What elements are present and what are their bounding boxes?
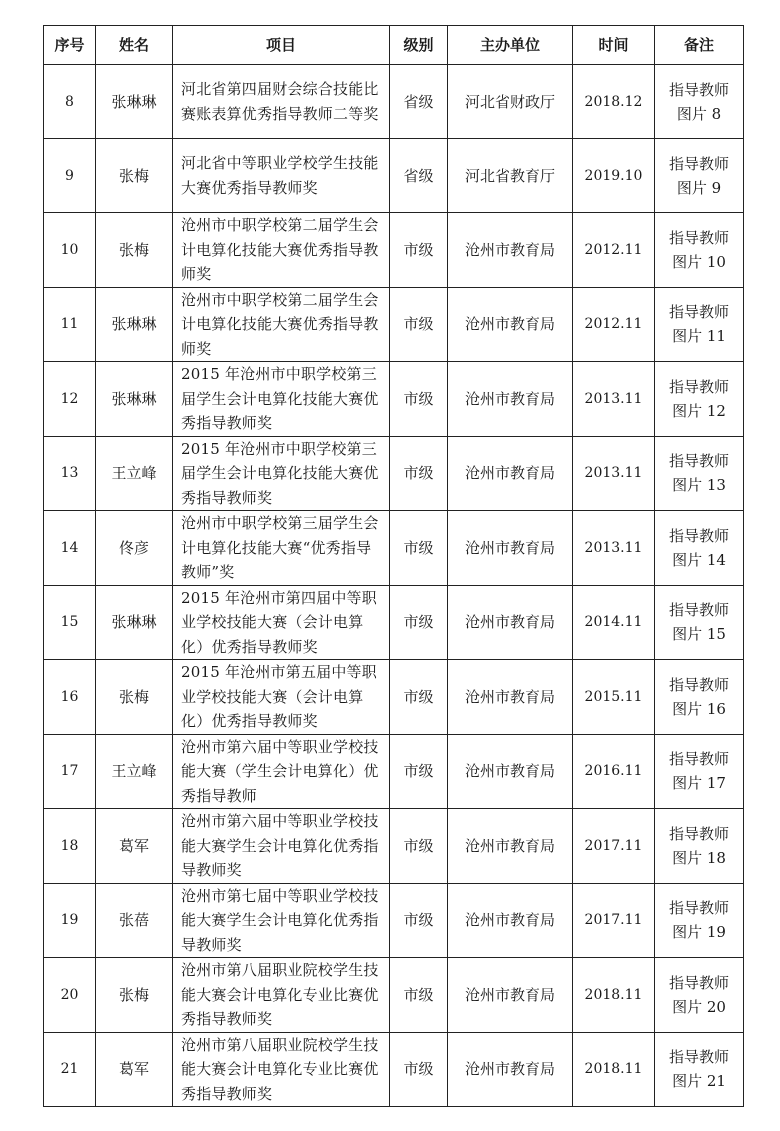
cell-organizer: 沧州市教育局 xyxy=(448,585,573,660)
cell-organizer: 河北省财政厅 xyxy=(448,65,573,139)
cell-index: 12 xyxy=(44,362,96,437)
cell-project: 2015 年沧州市第五届中等职业学校技能大赛（会计电算化）优秀指导教师奖 xyxy=(173,660,390,735)
note-line2: 图片 9 xyxy=(676,178,722,197)
cell-date: 2019.10 xyxy=(573,139,655,213)
table-row xyxy=(44,139,744,213)
cell-name: 张梅 xyxy=(96,213,173,288)
cell-project: 河北省中等职业学校学生技能大赛优秀指导教师奖 xyxy=(173,139,390,213)
cell-index: 16 xyxy=(44,660,96,735)
cell-date: 2015.11 xyxy=(573,660,655,735)
cell-organizer: 河北省教育厅 xyxy=(448,139,573,213)
note-line2: 图片 15 xyxy=(672,625,726,644)
cell-date: 2017.11 xyxy=(573,883,655,958)
note-line2: 图片 12 xyxy=(672,401,726,420)
cell-level: 省级 xyxy=(390,65,448,139)
cell-note xyxy=(655,883,744,958)
header-row xyxy=(44,26,744,65)
header-organizer: 主办单位 xyxy=(448,26,573,65)
cell-organizer: 沧州市教育局 xyxy=(448,660,573,735)
cell-date: 2018.12 xyxy=(573,65,655,139)
cell-name: 葛军 xyxy=(96,1032,173,1107)
cell-index: 14 xyxy=(44,511,96,586)
note-line1: 指导教师 xyxy=(668,526,729,545)
cell-level: 市级 xyxy=(390,585,448,660)
cell-date: 2016.11 xyxy=(573,734,655,809)
cell-project: 河北省第四届财会综合技能比赛账表算优秀指导教师二等奖 xyxy=(173,65,390,139)
cell-project: 沧州市中职学校第二届学生会计电算化技能大赛优秀指导教师奖 xyxy=(173,287,390,362)
cell-name: 葛军 xyxy=(96,809,173,884)
note-line2: 图片 20 xyxy=(672,997,726,1016)
note-line1: 指导教师 xyxy=(668,675,729,694)
cell-note xyxy=(655,585,744,660)
note-line1: 指导教师 xyxy=(668,303,729,322)
cell-organizer: 沧州市教育局 xyxy=(448,511,573,586)
note-line1: 指导教师 xyxy=(668,154,729,173)
cell-index: 15 xyxy=(44,585,96,660)
note-line1: 指导教师 xyxy=(668,80,729,99)
cell-project: 沧州市第七届中等职业学校技能大赛学生会计电算化优秀指导教师奖 xyxy=(173,883,390,958)
cell-index: 21 xyxy=(44,1032,96,1107)
cell-note xyxy=(655,734,744,809)
cell-organizer: 沧州市教育局 xyxy=(448,362,573,437)
cell-name: 张梅 xyxy=(96,958,173,1033)
cell-name: 张琳琳 xyxy=(96,287,173,362)
table-row xyxy=(44,65,744,139)
cell-project: 沧州市第八届职业院校学生技能大赛会计电算化专业比赛优秀指导教师奖 xyxy=(173,1032,390,1107)
cell-date: 2017.11 xyxy=(573,809,655,884)
cell-project: 沧州市第六届中等职业学校技能大赛学生会计电算化优秀指导教师奖 xyxy=(173,809,390,884)
cell-name: 张琳琳 xyxy=(96,65,173,139)
cell-project: 2015 年沧州市中职学校第三届学生会计电算化技能大赛优秀指导教师奖 xyxy=(173,436,390,511)
note-line1: 指导教师 xyxy=(668,899,729,918)
cell-organizer: 沧州市教育局 xyxy=(448,809,573,884)
note-line1: 指导教师 xyxy=(668,750,729,769)
table-row xyxy=(44,883,744,958)
cell-level: 市级 xyxy=(390,213,448,288)
cell-date: 2012.11 xyxy=(573,213,655,288)
table-row xyxy=(44,511,744,586)
table-row xyxy=(44,1032,744,1107)
cell-note xyxy=(655,809,744,884)
table-row xyxy=(44,660,744,735)
note-line1: 指导教师 xyxy=(668,973,729,992)
cell-index: 10 xyxy=(44,213,96,288)
note-line2: 图片 13 xyxy=(672,476,726,495)
note-line1: 指导教师 xyxy=(668,824,729,843)
cell-project: 2015 年沧州市第四届中等职业学校技能大赛（会计电算化）优秀指导教师奖 xyxy=(173,585,390,660)
award-table xyxy=(43,25,744,1107)
cell-note xyxy=(655,511,744,586)
cell-organizer: 沧州市教育局 xyxy=(448,958,573,1033)
cell-organizer: 沧州市教育局 xyxy=(448,883,573,958)
note-line2: 图片 8 xyxy=(676,104,722,123)
cell-date: 2013.11 xyxy=(573,436,655,511)
cell-level: 市级 xyxy=(390,734,448,809)
cell-note xyxy=(655,362,744,437)
cell-name: 张梅 xyxy=(96,660,173,735)
header-date: 时间 xyxy=(573,26,655,65)
table-row xyxy=(44,809,744,884)
cell-name: 张琳琳 xyxy=(96,585,173,660)
note-line2: 图片 21 xyxy=(672,1072,726,1091)
note-line1: 指导教师 xyxy=(668,228,729,247)
table-row xyxy=(44,585,744,660)
cell-name: 张琳琳 xyxy=(96,362,173,437)
cell-organizer: 沧州市教育局 xyxy=(448,213,573,288)
cell-name: 张梅 xyxy=(96,139,173,213)
cell-level: 市级 xyxy=(390,436,448,511)
cell-project: 沧州市中职学校第三届学生会计电算化技能大赛“优秀指导教师”奖 xyxy=(173,511,390,586)
cell-level: 市级 xyxy=(390,809,448,884)
header-index: 序号 xyxy=(44,26,96,65)
cell-level: 市级 xyxy=(390,660,448,735)
cell-index: 19 xyxy=(44,883,96,958)
note-line1: 指导教师 xyxy=(668,452,729,471)
cell-level: 市级 xyxy=(390,883,448,958)
cell-name: 王立峰 xyxy=(96,436,173,511)
cell-level: 市级 xyxy=(390,287,448,362)
cell-note xyxy=(655,436,744,511)
cell-date: 2014.11 xyxy=(573,585,655,660)
note-line2: 图片 11 xyxy=(672,327,726,346)
cell-note xyxy=(655,287,744,362)
cell-index: 13 xyxy=(44,436,96,511)
cell-note xyxy=(655,65,744,139)
cell-date: 2018.11 xyxy=(573,1032,655,1107)
note-line2: 图片 19 xyxy=(672,923,726,942)
table-row xyxy=(44,213,744,288)
cell-note xyxy=(655,213,744,288)
cell-project: 2015 年沧州市中职学校第三届学生会计电算化技能大赛优秀指导教师奖 xyxy=(173,362,390,437)
cell-index: 18 xyxy=(44,809,96,884)
cell-index: 20 xyxy=(44,958,96,1033)
cell-project: 沧州市第八届职业院校学生技能大赛会计电算化专业比赛优秀指导教师奖 xyxy=(173,958,390,1033)
note-line2: 图片 14 xyxy=(672,550,726,569)
cell-note xyxy=(655,1032,744,1107)
cell-note xyxy=(655,958,744,1033)
cell-level: 省级 xyxy=(390,139,448,213)
cell-date: 2013.11 xyxy=(573,362,655,437)
table-row xyxy=(44,436,744,511)
cell-index: 11 xyxy=(44,287,96,362)
note-line2: 图片 16 xyxy=(672,699,726,718)
note-line2: 图片 10 xyxy=(672,252,726,271)
cell-name: 佟彦 xyxy=(96,511,173,586)
header-project: 项目 xyxy=(173,26,390,65)
cell-level: 市级 xyxy=(390,958,448,1033)
note-line2: 图片 18 xyxy=(672,848,726,867)
cell-organizer: 沧州市教育局 xyxy=(448,734,573,809)
cell-project: 沧州市第六届中等职业学校技能大赛（学生会计电算化）优秀指导教师 xyxy=(173,734,390,809)
header-name: 姓名 xyxy=(96,26,173,65)
table-row xyxy=(44,958,744,1033)
cell-organizer: 沧州市教育局 xyxy=(448,436,573,511)
cell-date: 2013.11 xyxy=(573,511,655,586)
cell-level: 市级 xyxy=(390,362,448,437)
cell-name: 张蓓 xyxy=(96,883,173,958)
cell-level: 市级 xyxy=(390,511,448,586)
cell-level: 市级 xyxy=(390,1032,448,1107)
table-row xyxy=(44,362,744,437)
cell-index: 9 xyxy=(44,139,96,213)
table-row xyxy=(44,287,744,362)
cell-date: 2018.11 xyxy=(573,958,655,1033)
table-row xyxy=(44,734,744,809)
cell-date: 2012.11 xyxy=(573,287,655,362)
cell-name: 王立峰 xyxy=(96,734,173,809)
cell-organizer: 沧州市教育局 xyxy=(448,287,573,362)
cell-note xyxy=(655,139,744,213)
header-level: 级别 xyxy=(390,26,448,65)
note-line1: 指导教师 xyxy=(668,1048,729,1067)
note-line1: 指导教师 xyxy=(668,601,729,620)
cell-index: 17 xyxy=(44,734,96,809)
cell-project: 沧州市中职学校第二届学生会计电算化技能大赛优秀指导教师奖 xyxy=(173,213,390,288)
header-note: 备注 xyxy=(655,26,744,65)
cell-index: 8 xyxy=(44,65,96,139)
cell-organizer: 沧州市教育局 xyxy=(448,1032,573,1107)
note-line2: 图片 17 xyxy=(672,774,726,793)
note-line1: 指导教师 xyxy=(668,377,729,396)
cell-note xyxy=(655,660,744,735)
